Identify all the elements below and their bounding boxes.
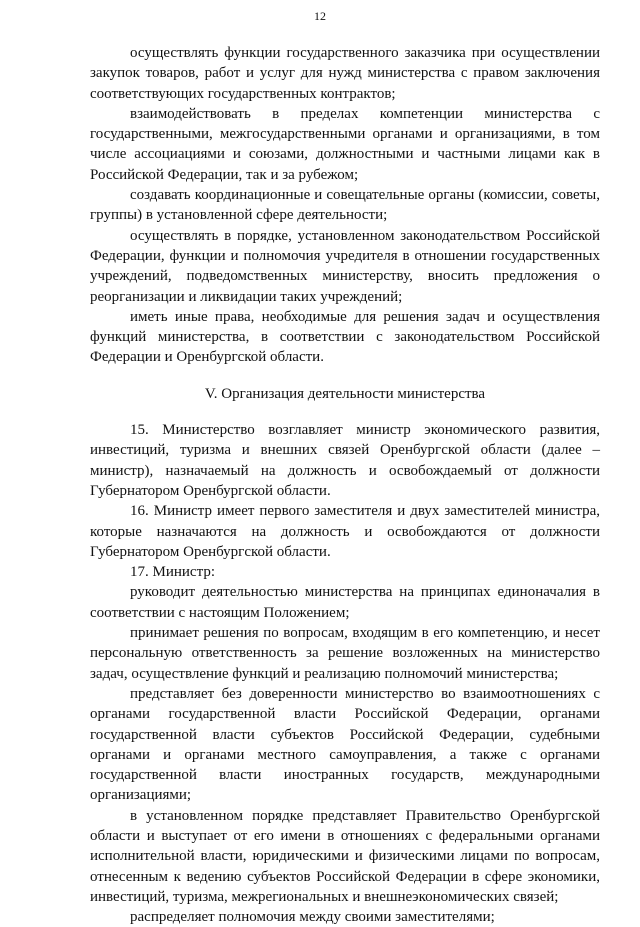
- paragraph: 17. Министр:: [130, 564, 215, 581]
- document-body: [90, 43, 600, 927]
- paragraph: принимает решения по вопросам, входящим в его компетенцию, и несет персональную ответственность за решение возложенных на министерство задач, осуществление функций и реализацию полномочий министерства;: [90, 625, 600, 682]
- paragraph: иметь иные права, необходимые для решения задач и осуществления функций министерства, в соответствии с законодательством Российской Федерации и Оренбургской области.: [90, 308, 600, 366]
- page-number: 12: [314, 9, 326, 23]
- paragraph: создавать координационные и совещательные органы (комиссии, советы, группы) в установленной сфере деятельности;: [90, 187, 600, 224]
- section-title: V. Организация деятельности министерства: [204, 385, 486, 402]
- paragraph: взаимодействовать в пределах компетенции министерства с государственными, межгосударственными органами и организациями, в том числе ассоциациями и союзами, должностными и частными лицами как в Российской Федерации, так и за рубежом;: [90, 105, 600, 183]
- paragraph: 15. Министерство возглавляет министр экономического развития, инвестиций, туризма и внешних связей Оренбургской области (далее – министр), назначаемый на должность и освобождаемый от должности Губернатором Оренбургской области.: [90, 422, 600, 499]
- paragraph: осуществлять в порядке, установленном законодательством Российской Федерации, функции и полномочия учредителя в отношении государственных учреждений, подведомственных министерству, вносить предложения о реорганизации и ликвидации таких учреждений;: [90, 227, 600, 305]
- paragraph: осуществлять функции государственного заказчика при осуществлении закупок товаров, работ и услуг для нужд министерства с правом заключения соответствующих государственных контрактов;: [90, 45, 600, 102]
- paragraph: руководит деятельностью министерства на принципах единоначалия в соответствии с настоящим Положением;: [90, 584, 600, 621]
- paragraph: 16. Министр имеет первого заместителя и двух заместителей министра, которые назначаются на должность и освобождаются от должности Губернатором Оренбургской области.: [90, 503, 600, 560]
- paragraph: распределяет полномочия между своими заместителями;: [130, 909, 495, 926]
- paragraph: представляет без доверенности министерство во взаимоотношениях с органами государственной власти Российской Федерации, органами государственной власти субъектов Российской Федерации, судебными органами и органами местного самоуправления, а также с органами государственной власти иностранных государств, международными организациями;: [90, 685, 600, 804]
- paragraph: в установленном порядке представляет Правительство Оренбургской области и выступает от его имени в отношениях с федеральными органами исполнительной власти, юридическими и физическими лицами по вопросам, отнесенным к ведению субъектов Российской Федерации в сфере экономики, инвестиций, туризма, межрегиональных и внешнеэкономических связей;: [90, 807, 600, 905]
